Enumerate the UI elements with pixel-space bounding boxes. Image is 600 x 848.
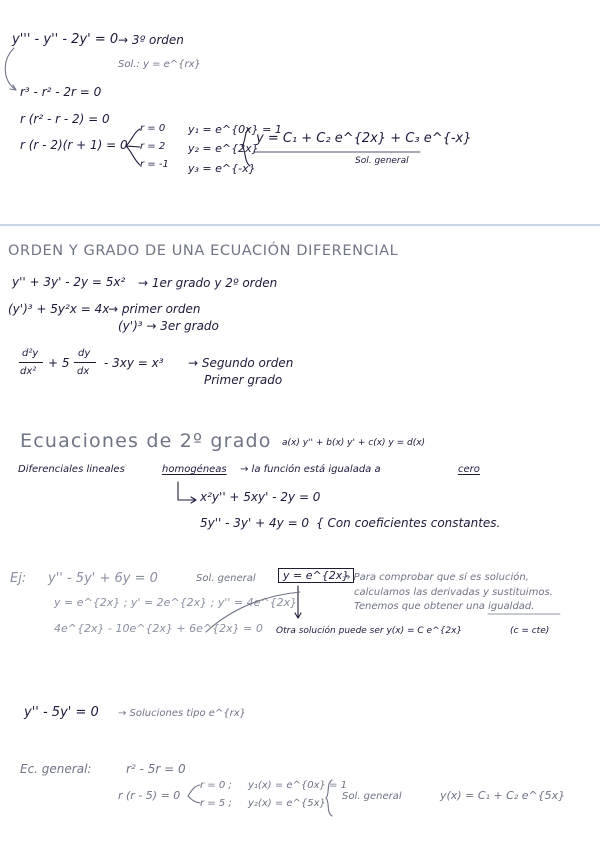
root-2: r = 2 xyxy=(140,141,166,152)
derivatives: y = e^{2x} ; y' = 2e^{2x} ; y'' = 4e^{2x} xyxy=(54,596,298,609)
section-title-second-degree: Ecuaciones de 2º grado xyxy=(20,430,272,452)
general-solution-label-1: Sol. general xyxy=(355,156,409,166)
sol-2-1: y₁(x) = e^{0x} = 1 xyxy=(248,780,348,791)
general-linear-form: a(x) y'' + b(x) y' + c(x) y = d(x) xyxy=(282,438,426,448)
homogeneous-description: → la función está igualada a xyxy=(240,464,381,475)
homogeneous-word: homogéneas xyxy=(162,464,227,475)
ec-general-label: Ec. general: xyxy=(20,762,92,776)
explain-line-1: → Para comprobar que sí es solución, xyxy=(342,572,529,583)
solution-type-note: → Soluciones tipo e^{rx} xyxy=(118,708,247,719)
solution-hint: Sol.: y = e^{rx} xyxy=(118,59,201,70)
sol-y3: y₃ = e^{-x} xyxy=(188,162,256,175)
frac-plus: + 5 xyxy=(48,356,70,370)
other-solution: Otra solución puede ser y(x) = C e^{2x} xyxy=(276,626,463,636)
boxed-solution: y = e^{2x} xyxy=(278,568,354,583)
example-eq-1: y'' + 3y' - 2y = 5x² xyxy=(12,275,126,289)
homogeneous-zero: cero xyxy=(458,464,480,475)
frac2-bar xyxy=(74,362,96,363)
constant-note: (c = cte) xyxy=(510,626,550,636)
characteristic-eq: r³ - r² - 2r = 0 xyxy=(20,85,102,99)
example-note-2: → primer orden xyxy=(108,302,201,316)
example-note-3b: Primer grado xyxy=(204,373,283,387)
homogeneous-example-1: x²y'' + 5xy' - 2y = 0 xyxy=(200,490,321,504)
substitution-check: 4e^{2x} - 10e^{2x} + 6e^{2x} = 0 xyxy=(54,622,263,635)
frac1-numerator: d²y xyxy=(22,348,39,359)
first-order-ode: y'' - 5y' = 0 xyxy=(24,705,99,720)
root-3: r = -1 xyxy=(140,159,169,170)
sol-general-label-2: Sol. general xyxy=(342,791,402,802)
example-note-1: → 1er grado y 2º orden xyxy=(138,276,278,290)
constant-coefficients-note: { Con coeficientes constantes. xyxy=(316,516,501,530)
example-label: Ej: xyxy=(10,571,27,586)
section-title-order-degree: ORDEN Y GRADO DE UNA ECUACIÓN DIFERENCIAL xyxy=(8,243,399,259)
example-sub-2: (y')³ → 3er grado xyxy=(118,319,219,333)
example-note-3a: → Segundo orden xyxy=(188,356,294,370)
root-2-2: r = 5 ; xyxy=(200,798,232,809)
note-third-order: → 3º orden xyxy=(118,33,184,47)
sol-2-2: y₂(x) = e^{5x} xyxy=(248,798,326,809)
frac2-numerator: dy xyxy=(78,348,91,359)
root-2-1: r = 0 ; xyxy=(200,780,232,791)
factor-2: r (r - 5) = 0 xyxy=(118,789,181,802)
eq-third-order: y''' - y'' - 2y' = 0 xyxy=(12,32,119,47)
factorization-2: r (r - 2)(r + 1) = 0 xyxy=(20,138,128,152)
sol-general-label-ej: Sol. general xyxy=(196,573,256,584)
section-divider xyxy=(0,224,600,226)
sol-y2: y₂ = e^{2x} xyxy=(188,142,259,155)
root-1: r = 0 xyxy=(140,123,166,134)
general-solution-1: y = C₁ + C₂ e^{2x} + C₃ e^{-x} xyxy=(256,131,472,146)
general-solution-2: y(x) = C₁ + C₂ e^{5x} xyxy=(440,789,566,802)
example-eq-2: (y')³ + 5y²x = 4x xyxy=(8,302,110,316)
frac1-bar xyxy=(19,362,43,363)
homogeneous-example-2: 5y'' - 3y' + 4y = 0 xyxy=(200,516,310,530)
factorization-1: r (r² - r - 2) = 0 xyxy=(20,112,110,126)
frac2-denominator: dx xyxy=(77,366,90,377)
explain-line-2: calculamos las derivadas y sustituimos. xyxy=(354,587,553,598)
explain-line-3: Tenemos que obtener una igualdad. xyxy=(354,601,535,612)
sol-y1: y₁ = e^{0x} = 1 xyxy=(188,123,282,136)
frac1-denominator: dx² xyxy=(20,366,37,377)
homogeneous-prefix: Diferenciales lineales xyxy=(18,464,125,475)
example-ode: y'' - 5y' + 6y = 0 xyxy=(48,571,158,586)
char-eq-2: r² - 5r = 0 xyxy=(126,762,186,776)
example-eq-3-tail: - 3xy = x³ xyxy=(104,356,164,370)
